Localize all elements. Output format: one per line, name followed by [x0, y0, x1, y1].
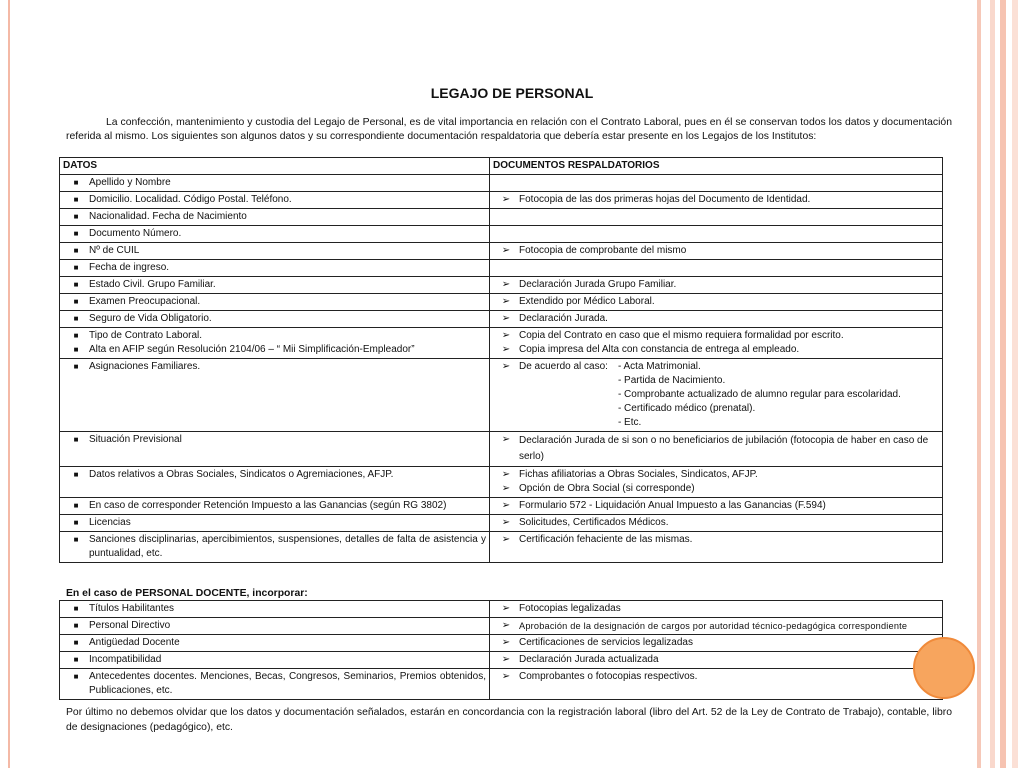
datos-cell — [60, 226, 490, 243]
doc-text: Certificaciones de servicios legalizadas — [519, 637, 693, 648]
square-bullet-icon: ■ — [73, 362, 79, 371]
page-title: LEGAJO DE PERSONAL — [430, 85, 594, 101]
arrow-bullet-icon: ➢ — [501, 344, 511, 355]
table-row — [60, 311, 943, 328]
square-bullet-icon: ■ — [73, 604, 79, 613]
column-header: DATOS — [60, 158, 490, 175]
closing-paragraph: Por último no debemos olvidar que los datos y documentación señalados, estarán en concordancia con la registración laboral (libro del Art. 52 de la Ley de Contrato de Trabajo), contable, libro de designaciones (pedagógico), etc. — [66, 707, 952, 733]
sub-list — [618, 360, 901, 430]
square-bullet-icon: ■ — [73, 435, 79, 444]
datos-table — [59, 157, 943, 563]
square-bullet-icon: ■ — [73, 470, 79, 479]
doc-text: Declaración Jurada. — [519, 313, 608, 324]
dato-text: Examen Preocupacional. — [89, 296, 201, 307]
arrow-bullet-icon: ➢ — [501, 469, 511, 480]
datos-cell — [60, 260, 490, 277]
doc-item — [493, 295, 939, 309]
docs-cell — [490, 669, 943, 700]
doc-text: Certificación fehaciente de las mismas. — [519, 534, 693, 545]
table-row — [60, 669, 943, 700]
docs-cell — [490, 260, 943, 277]
dato-item — [63, 619, 486, 633]
datos-cell — [60, 515, 490, 532]
doc-text: Fotocopia de las dos primeras hojas del Documento de Identidad. — [519, 194, 811, 205]
square-bullet-icon: ■ — [73, 535, 79, 544]
doc-text: Opción de Obra Social (si corresponde) — [519, 483, 695, 494]
docs-cell — [490, 328, 943, 359]
square-bullet-icon: ■ — [73, 212, 79, 221]
dato-text: Situación Previsional — [89, 434, 182, 445]
docs-cell — [490, 618, 943, 635]
doc-item — [493, 482, 939, 496]
table-row — [60, 432, 943, 467]
dato-item — [63, 670, 486, 698]
dato-text: Seguro de Vida Obligatorio. — [89, 313, 212, 324]
arrow-bullet-icon: ➢ — [501, 620, 511, 631]
dato-item — [63, 360, 486, 374]
dato-text: Domicilio. Localidad. Código Postal. Teléfono. — [89, 194, 292, 205]
table-row — [60, 192, 943, 209]
doc-text: Declaración Jurada actualizada — [519, 654, 659, 665]
square-bullet-icon: ■ — [73, 638, 79, 647]
column-header: DOCUMENTOS RESPALDATORIOS — [490, 158, 943, 175]
dato-item — [63, 516, 486, 530]
dato-item — [63, 636, 486, 650]
table-row — [60, 260, 943, 277]
docs-cell — [490, 226, 943, 243]
datos-cell — [60, 467, 490, 498]
sub-list-item: - Certificado médico (prenatal). — [617, 403, 756, 414]
datos-cell — [60, 277, 490, 294]
doc-item — [493, 653, 939, 667]
table-row — [60, 226, 943, 243]
docs-cell — [490, 601, 943, 618]
dato-text: Asignaciones Familiares. — [89, 361, 201, 372]
table-row — [60, 277, 943, 294]
dato-text: Documento Número. — [89, 228, 182, 239]
doc-text: Declaración Jurada Grupo Familiar. — [519, 279, 677, 290]
docs-cell — [490, 467, 943, 498]
square-bullet-icon: ■ — [73, 331, 79, 340]
dato-item — [63, 176, 486, 190]
table-row — [60, 618, 943, 635]
doc-text: Aprobación de la designación de cargos por autoridad técnico-pedagógica correspondiente — [519, 621, 908, 631]
sub-list-item: - Acta Matrimonial. — [617, 361, 701, 372]
square-bullet-icon: ■ — [73, 345, 79, 354]
dato-text: Fecha de ingreso. — [89, 262, 170, 273]
datos-cell — [60, 669, 490, 700]
dato-item — [63, 653, 486, 667]
table-row — [60, 175, 943, 192]
docente-table — [59, 600, 943, 700]
square-bullet-icon: ■ — [73, 297, 79, 306]
dato-item — [63, 329, 486, 343]
dato-item — [63, 343, 486, 357]
doc-item — [493, 244, 939, 258]
docs-cell — [490, 243, 943, 260]
docs-cell — [490, 532, 943, 563]
square-bullet-icon: ■ — [73, 280, 79, 289]
arrow-bullet-icon: ➢ — [501, 637, 511, 648]
dato-text: Estado Civil. Grupo Familiar. — [89, 279, 216, 290]
doc-item — [493, 329, 939, 343]
doc-item — [493, 360, 939, 430]
dato-text: Alta en AFIP según Resolución 2104/06 – “ Mii Simplificación-Empleador” — [89, 344, 415, 355]
dato-text: Títulos Habilitantes — [89, 603, 175, 614]
arrow-bullet-icon: ➢ — [501, 517, 511, 528]
datos-cell — [60, 311, 490, 328]
table-row — [60, 328, 943, 359]
dato-text: Nacionalidad. Fecha de Nacimiento — [89, 211, 247, 222]
arrow-bullet-icon: ➢ — [501, 534, 511, 545]
doc-text: Declaración Jurada de si son o no beneficiarios de jubilación (fotocopia de haber en caso de serlo) — [519, 435, 929, 462]
docente-section-title: En el caso de PERSONAL DOCENTE, incorporar: — [66, 588, 308, 599]
table-row — [60, 635, 943, 652]
table-row — [60, 601, 943, 618]
table-row — [60, 532, 943, 563]
datos-cell — [60, 192, 490, 209]
docs-cell — [490, 209, 943, 226]
docs-cell — [490, 515, 943, 532]
doc-item — [493, 636, 939, 650]
doc-text: Solicitudes, Certificados Médicos. — [519, 517, 669, 528]
table-header-row — [60, 158, 943, 175]
sub-list-item: - Comprobante actualizado de alumno regular para escolaridad. — [617, 389, 901, 400]
square-bullet-icon: ■ — [73, 195, 79, 204]
decorative-circle — [913, 637, 975, 699]
dato-text: En caso de corresponder Retención Impuesto a las Ganancias (según RG 3802) — [89, 500, 447, 511]
square-bullet-icon: ■ — [73, 246, 79, 255]
doc-text: Comprobantes o fotocopias respectivos. — [519, 671, 698, 682]
dato-item — [63, 312, 486, 326]
doc-item — [493, 433, 939, 465]
docs-cell — [490, 192, 943, 209]
arrow-bullet-icon: ➢ — [501, 361, 511, 372]
dato-text: Antigüedad Docente — [89, 637, 180, 648]
datos-cell — [60, 498, 490, 515]
intro-paragraph: La confección, mantenimiento y custodia del Legajo de Personal, es de vital importancia en relación con el Contrato Laboral, pues en él se conservan todos los datos y documentación referida al mismo. Los siguientes son algunos datos y su correspondiente documentación respaldatoria que debería estar presente en los Legajos de los Institutos: — [66, 117, 952, 142]
doc-item — [493, 533, 939, 547]
doc-text: Fichas afiliatorias a Obras Sociales, Sindicatos, AFJP. — [519, 469, 758, 480]
arrow-bullet-icon: ➢ — [501, 245, 511, 256]
docs-cell — [490, 652, 943, 669]
dato-text: Apellido y Nombre — [89, 177, 171, 188]
table-row — [60, 359, 943, 432]
table-row — [60, 652, 943, 669]
doc-text: Copia impresa del Alta con constancia de entrega al empleado. — [519, 344, 800, 355]
dato-item — [63, 244, 486, 258]
dato-text: Tipo de Contrato Laboral. — [89, 330, 203, 341]
slide-frame-stripe — [990, 0, 995, 768]
docs-cell — [490, 498, 943, 515]
dato-text: Personal Directivo — [89, 620, 171, 631]
table-row — [60, 243, 943, 260]
doc-text: Copia del Contrato en caso que el mismo requiera formalidad por escrito. — [519, 330, 844, 341]
datos-cell — [60, 618, 490, 635]
table-row — [60, 498, 943, 515]
square-bullet-icon: ■ — [73, 655, 79, 664]
dato-item — [63, 278, 486, 292]
dato-item — [63, 193, 486, 207]
dato-item — [63, 602, 486, 616]
docs-cell — [490, 294, 943, 311]
table-row — [60, 515, 943, 532]
slide-frame-stripe — [1000, 0, 1006, 768]
table-row — [60, 294, 943, 311]
doc-text: De acuerdo al caso: — [519, 361, 608, 372]
sub-list-item: - Etc. — [617, 417, 642, 428]
square-bullet-icon: ■ — [73, 518, 79, 527]
datos-cell — [60, 652, 490, 669]
docs-cell — [490, 311, 943, 328]
dato-item — [63, 261, 486, 275]
doc-text: Extendido por Médico Laboral. — [519, 296, 655, 307]
doc-text: Fotocopia de comprobante del mismo — [519, 245, 687, 256]
dato-item — [63, 433, 486, 447]
doc-item — [493, 278, 939, 292]
dato-item — [63, 468, 486, 482]
arrow-bullet-icon: ➢ — [501, 194, 511, 205]
sub-list-item: - Partida de Nacimiento. — [617, 375, 726, 386]
table-row — [60, 209, 943, 226]
dato-text: Licencias — [89, 517, 131, 528]
square-bullet-icon: ■ — [73, 501, 79, 510]
dato-text: Incompatibilidad — [89, 654, 162, 665]
square-bullet-icon: ■ — [73, 621, 79, 630]
dato-text: Sanciones disciplinarias, apercibimientos, suspensiones, detalles de falta de asistencia y puntualidad, etc. — [89, 534, 486, 559]
slide-frame-stripe — [977, 0, 981, 768]
square-bullet-icon: ■ — [73, 672, 79, 681]
arrow-bullet-icon: ➢ — [501, 279, 511, 290]
docs-cell — [490, 359, 943, 432]
docs-cell — [490, 635, 943, 652]
dato-text: Nº de CUIL — [89, 245, 140, 256]
doc-item — [493, 602, 939, 616]
square-bullet-icon: ■ — [73, 263, 79, 272]
doc-item — [493, 516, 939, 530]
dato-text: Antecedentes docentes. Menciones, Becas, Congresos, Seminarios, Premios obtenidos, Publicaciones, etc. — [89, 671, 486, 696]
datos-cell — [60, 532, 490, 563]
doc-item — [493, 312, 939, 326]
arrow-bullet-icon: ➢ — [501, 654, 511, 665]
doc-item — [493, 499, 939, 513]
datos-cell — [60, 328, 490, 359]
square-bullet-icon: ■ — [73, 178, 79, 187]
square-bullet-icon: ■ — [73, 229, 79, 238]
dato-text: Datos relativos a Obras Sociales, Sindicatos o Agremiaciones, AFJP. — [89, 469, 394, 480]
arrow-bullet-icon: ➢ — [501, 296, 511, 307]
arrow-bullet-icon: ➢ — [501, 483, 511, 494]
docs-cell — [490, 432, 943, 467]
datos-cell — [60, 359, 490, 432]
doc-item — [493, 343, 939, 357]
datos-cell — [60, 294, 490, 311]
table-row — [60, 467, 943, 498]
dato-item — [63, 227, 486, 241]
docs-cell — [490, 175, 943, 192]
datos-cell — [60, 209, 490, 226]
dato-item — [63, 295, 486, 309]
docs-cell — [490, 277, 943, 294]
datos-cell — [60, 243, 490, 260]
doc-text: Formulario 572 - Liquidación Anual Impuesto a las Ganancias (F.594) — [519, 500, 826, 511]
datos-cell — [60, 175, 490, 192]
arrow-bullet-icon: ➢ — [501, 671, 511, 682]
datos-cell — [60, 432, 490, 467]
datos-cell — [60, 635, 490, 652]
square-bullet-icon: ■ — [73, 314, 79, 323]
arrow-bullet-icon: ➢ — [501, 330, 511, 341]
dato-item — [63, 210, 486, 224]
arrow-bullet-icon: ➢ — [501, 603, 511, 614]
slide-frame-stripe — [1012, 0, 1018, 768]
arrow-bullet-icon: ➢ — [501, 434, 511, 445]
doc-text: Fotocopias legalizadas — [519, 603, 621, 614]
doc-item — [493, 468, 939, 482]
doc-item — [493, 193, 939, 207]
doc-item — [493, 670, 939, 684]
arrow-bullet-icon: ➢ — [501, 500, 511, 511]
doc-item — [493, 619, 939, 633]
arrow-bullet-icon: ➢ — [501, 313, 511, 324]
slide-frame-left — [8, 0, 10, 768]
dato-item — [63, 533, 486, 561]
datos-cell — [60, 601, 490, 618]
dato-item — [63, 499, 486, 513]
